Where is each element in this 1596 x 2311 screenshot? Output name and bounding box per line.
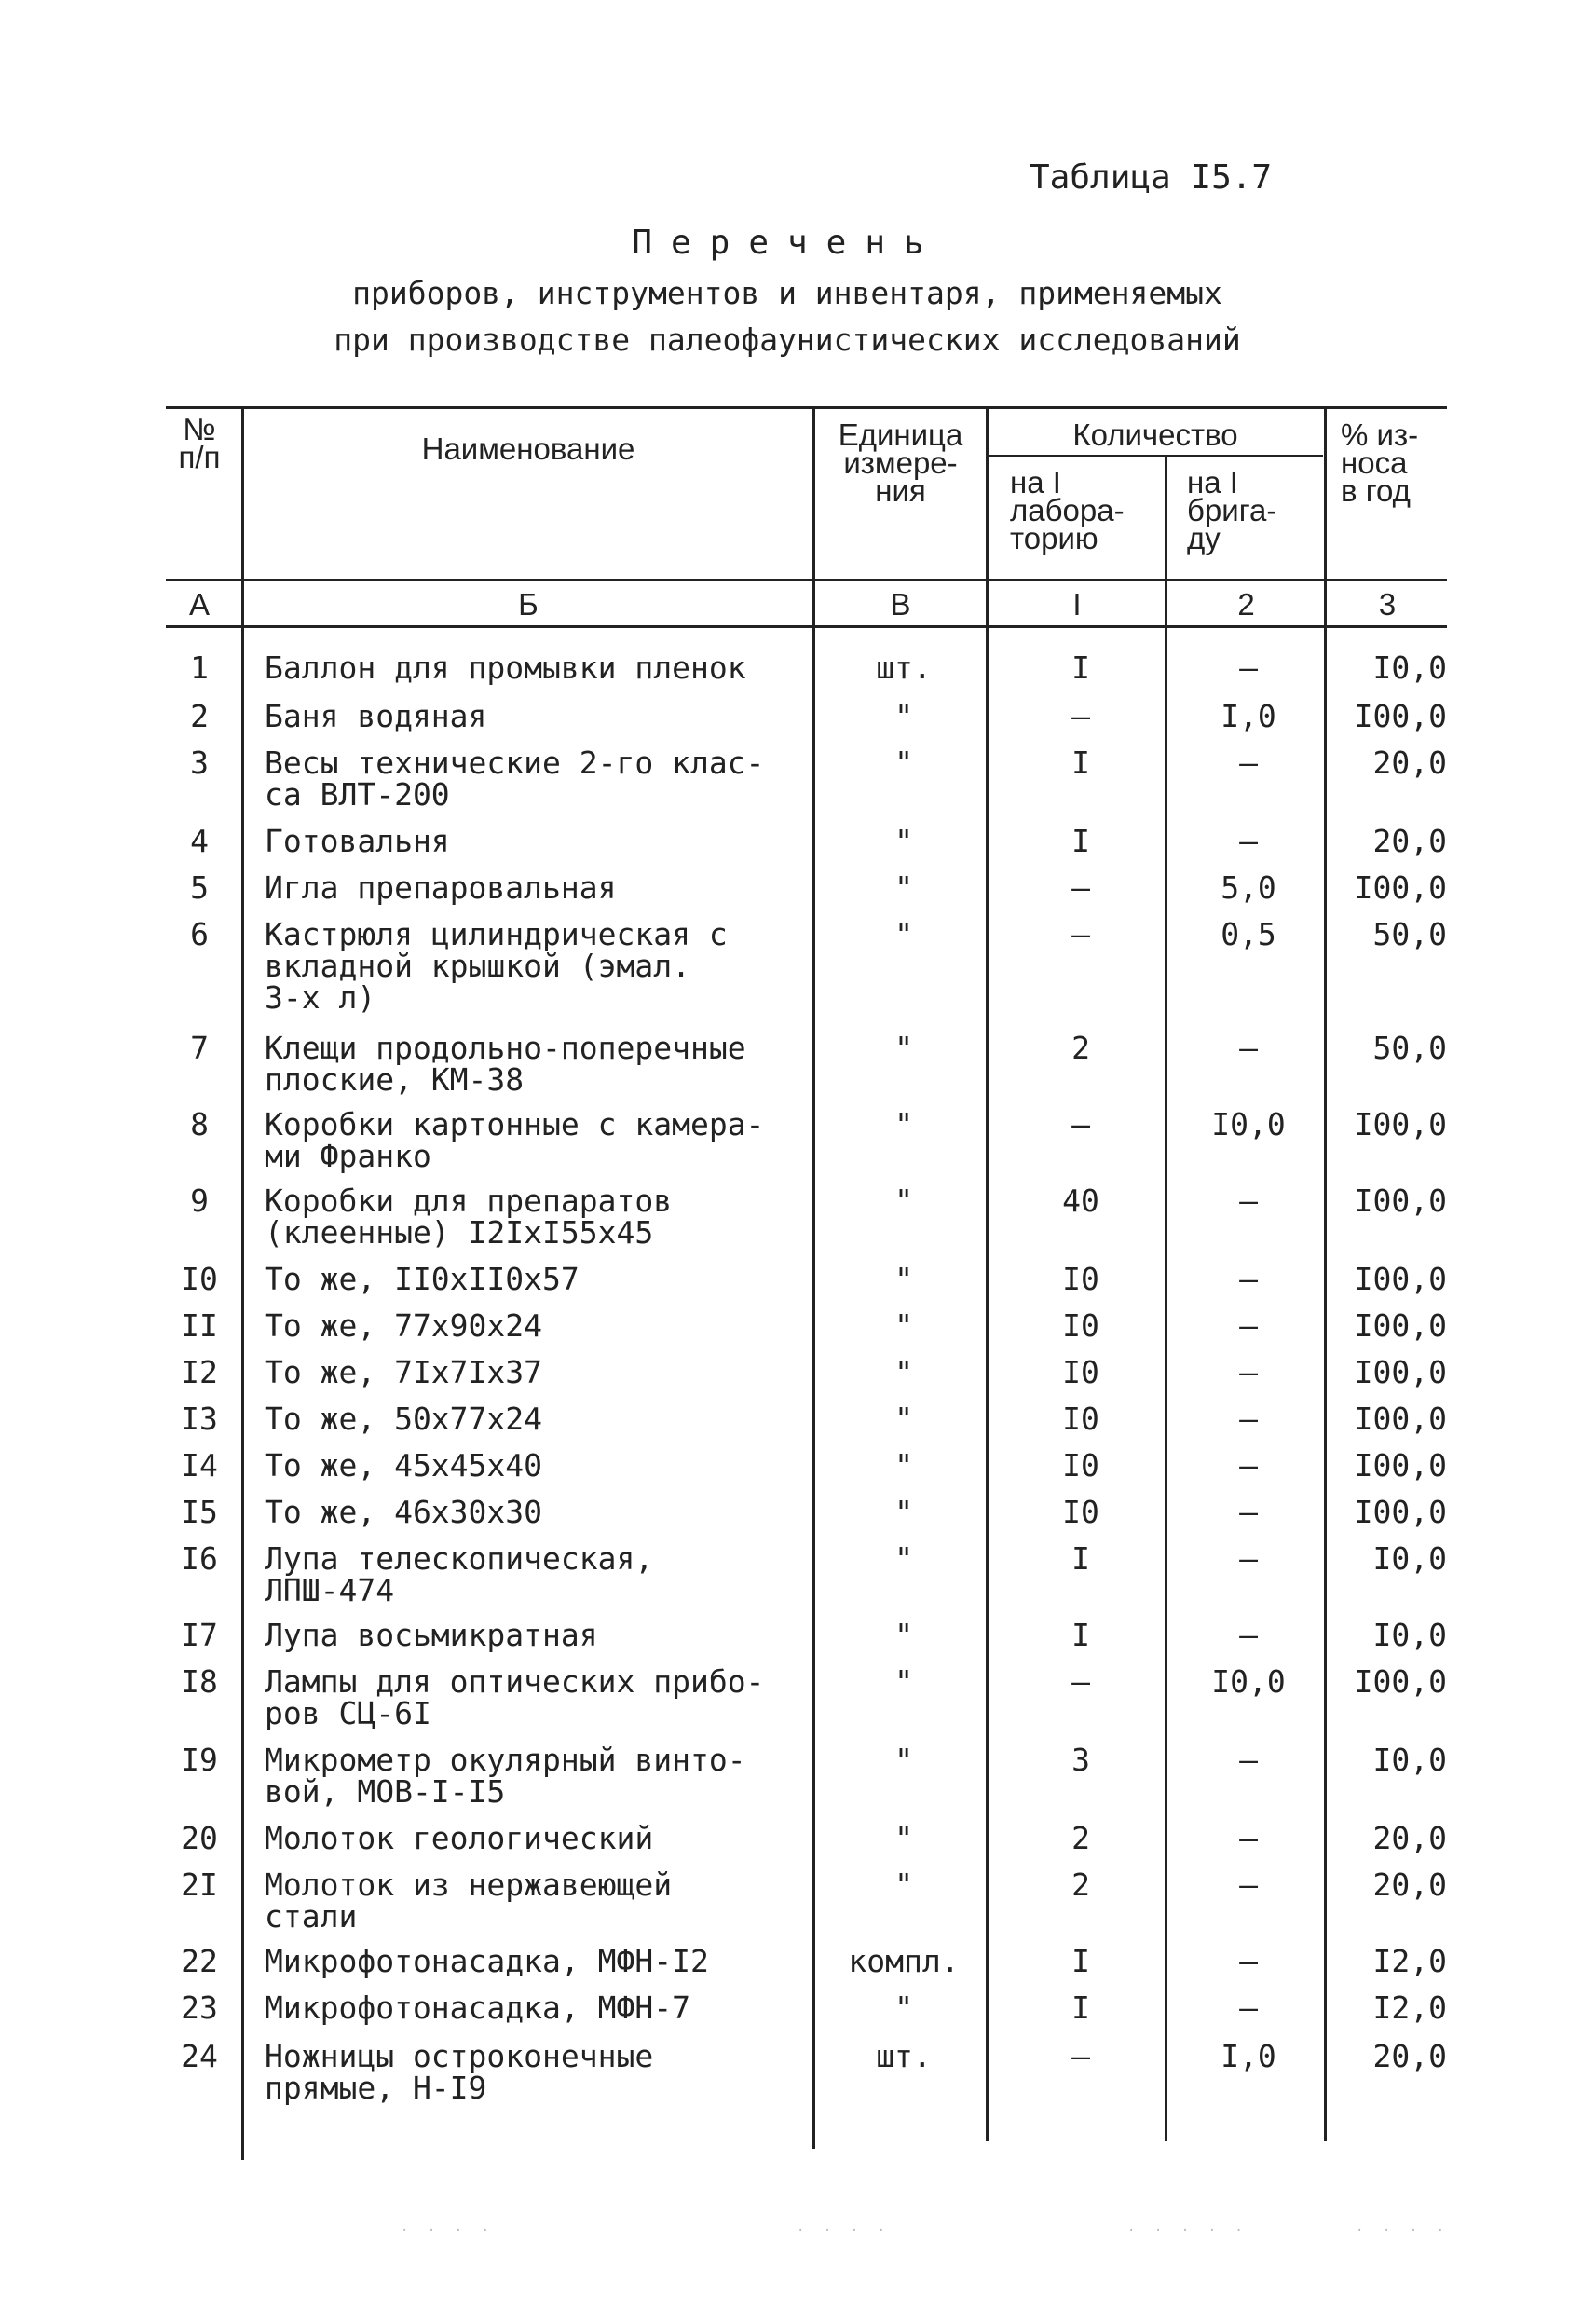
item-name: То же, 7Ix7Ix37	[265, 1354, 543, 1390]
scan-speckle: . . . . .	[1127, 2220, 1248, 2235]
row-number: 5	[190, 869, 209, 906]
item-unit: "	[894, 1183, 913, 1219]
wear-percent: 20,0	[1372, 1867, 1447, 1903]
qty-per-brigade: I0,0	[1211, 1663, 1286, 1700]
item-unit: "	[894, 1494, 913, 1530]
item-name: То же, 77x90x24	[265, 1307, 543, 1344]
header-per-brigade: на I брига- ду	[1187, 465, 1277, 555]
table-caption: Таблица I5.7	[1030, 158, 1273, 197]
row-number: 8	[190, 1106, 209, 1142]
row-number: 22	[181, 1943, 218, 1979]
qty-per-brigade: –	[1239, 1030, 1258, 1066]
item-unit: "	[894, 1401, 913, 1437]
wear-percent: I00,0	[1354, 698, 1447, 734]
colcode-name: Б	[518, 587, 539, 622]
item-name: Микрометр окулярный винто- вой, МОВ-I-I5	[265, 1742, 746, 1810]
item-name: Коробки для препаратов (клеенные) I2IxI55x45	[265, 1183, 673, 1251]
qty-per-lab: 40	[1062, 1183, 1099, 1219]
item-name: То же, 45x45x40	[265, 1447, 543, 1484]
wear-percent: I0,0	[1372, 1742, 1447, 1778]
qty-rule	[988, 455, 1323, 457]
qty-per-lab: I	[1071, 1617, 1090, 1653]
qty-per-brigade: 5,0	[1221, 869, 1276, 906]
qty-per-lab: I0	[1062, 1447, 1099, 1484]
item-unit: шт.	[876, 650, 932, 686]
wear-percent: 20,0	[1372, 823, 1447, 859]
item-name: Весы технические 2-го клас- са ВЛТ-200	[265, 745, 765, 813]
item-unit: "	[894, 869, 913, 906]
qty-per-lab: I	[1071, 1990, 1090, 2026]
item-unit: "	[894, 1617, 913, 1653]
scan-speckle: . . . .	[797, 2220, 892, 2235]
qty-per-brigade: –	[1239, 1617, 1258, 1653]
row-number: 20	[181, 1820, 218, 1856]
qty-per-lab: I	[1071, 650, 1090, 686]
qty-per-brigade: 0,5	[1221, 916, 1276, 952]
document-subtitle-line1: приборов, инструментов и инвентаря, применяемых	[352, 275, 1222, 311]
qty-per-lab: –	[1071, 2038, 1090, 2074]
wear-percent: I00,0	[1354, 1447, 1447, 1484]
qty-per-brigade: I,0	[1221, 698, 1276, 734]
wear-percent: I0,0	[1372, 1540, 1447, 1577]
row-number: I9	[181, 1742, 218, 1778]
qty-per-lab: –	[1071, 869, 1090, 906]
item-unit: "	[894, 1540, 913, 1577]
wear-percent: 50,0	[1372, 916, 1447, 952]
qty-per-brigade: –	[1239, 1867, 1258, 1903]
row-number: I5	[181, 1494, 218, 1530]
qty-per-lab: I0	[1062, 1307, 1099, 1344]
wear-percent: I00,0	[1354, 1106, 1447, 1142]
qty-per-lab: I	[1071, 1943, 1090, 1979]
qty-per-brigade: –	[1239, 1447, 1258, 1484]
item-unit: "	[894, 1663, 913, 1700]
row-number: I6	[181, 1540, 218, 1577]
qty-per-lab: I	[1071, 1540, 1090, 1577]
col-divider-num	[241, 406, 244, 2160]
row-number: 7	[190, 1030, 209, 1066]
row-number: I8	[181, 1663, 218, 1700]
qty-per-brigade: –	[1239, 650, 1258, 686]
item-name: Лупа телескопическая, ЛПШ-474	[265, 1540, 654, 1608]
qty-per-brigade: –	[1239, 745, 1258, 781]
wear-percent: I00,0	[1354, 1183, 1447, 1219]
item-name: Коробки картонные с камера- ми Франко	[265, 1106, 765, 1174]
qty-per-lab: –	[1071, 1663, 1090, 1700]
qty-per-brigade: I0,0	[1211, 1106, 1286, 1142]
item-unit: "	[894, 1030, 913, 1066]
qty-per-lab: 3	[1071, 1742, 1090, 1778]
item-name: Игла препаровальная	[265, 869, 617, 906]
qty-per-lab: I	[1071, 745, 1090, 781]
qty-per-brigade: –	[1239, 1307, 1258, 1344]
qty-per-brigade: –	[1239, 1990, 1258, 2026]
item-name: Лампы для оптических прибо- ров СЦ-6I	[265, 1663, 765, 1731]
item-name: Микрофотонасадка, МФН-I2	[265, 1943, 709, 1979]
wear-percent: I00,0	[1354, 1401, 1447, 1437]
row-number: I4	[181, 1447, 218, 1484]
qty-per-brigade: –	[1239, 1540, 1258, 1577]
qty-per-brigade: –	[1239, 1742, 1258, 1778]
row-number: 2I	[181, 1867, 218, 1903]
qty-per-lab: 2	[1071, 1867, 1090, 1903]
row-number: 23	[181, 1990, 218, 2026]
qty-per-lab: 2	[1071, 1820, 1090, 1856]
qty-per-lab: I0	[1062, 1261, 1099, 1297]
scan-speckle: . . . .	[1356, 2220, 1451, 2235]
colcode-lab: I	[1072, 587, 1082, 622]
scan-speckle: . . . .	[401, 2220, 496, 2235]
row-number: 1	[190, 650, 209, 686]
item-name: То же, 46x30x30	[265, 1494, 543, 1530]
item-name: Лупа восьмикратная	[265, 1617, 598, 1653]
item-unit: "	[894, 1106, 913, 1142]
item-unit: "	[894, 745, 913, 781]
qty-per-brigade: –	[1239, 1494, 1258, 1530]
header-bottom-rule	[166, 579, 1447, 581]
qty-per-brigade: –	[1239, 1261, 1258, 1297]
qty-per-brigade: I,0	[1221, 2038, 1276, 2074]
item-name: Клещи продольно-поперечные плоские, КМ-38	[265, 1030, 746, 1098]
wear-percent: I00,0	[1354, 1307, 1447, 1344]
row-number: II	[181, 1307, 218, 1344]
header-num: № п/п	[178, 412, 221, 474]
item-name: Готовальня	[265, 823, 450, 859]
header-quantity: Количество	[1072, 417, 1238, 452]
wear-percent: 50,0	[1372, 1030, 1447, 1066]
item-unit: компл.	[848, 1943, 960, 1979]
row-number: 9	[190, 1183, 209, 1219]
qty-per-lab: I	[1071, 823, 1090, 859]
qty-per-brigade: –	[1239, 823, 1258, 859]
qty-per-lab: –	[1071, 916, 1090, 952]
qty-per-lab: I0	[1062, 1401, 1099, 1437]
item-name: Баллон для промывки пленок	[265, 650, 746, 686]
row-number: 3	[190, 745, 209, 781]
item-name: Микрофотонасадка, МФН-7	[265, 1990, 690, 2026]
item-unit: "	[894, 1742, 913, 1778]
item-name: Кастрюля цилиндрическая с вкладной крышкой (эмал. 3-х л)	[265, 916, 728, 1016]
wear-percent: 20,0	[1372, 745, 1447, 781]
item-unit: "	[894, 1820, 913, 1856]
row-number: 2	[190, 698, 209, 734]
wear-percent: I0,0	[1372, 1617, 1447, 1653]
header-per-lab: на I лабора- торию	[1010, 465, 1125, 555]
row-number: I0	[181, 1261, 218, 1297]
colcode-unit: В	[890, 587, 911, 622]
colcode-bottom-rule	[166, 625, 1447, 628]
item-unit: "	[894, 916, 913, 952]
item-unit: шт.	[876, 2038, 932, 2074]
header-unit: Единица измере- ния	[838, 417, 963, 508]
item-name: Ножницы остроконечные прямые, Н-I9	[265, 2038, 654, 2106]
header-wear: % из- носа в год	[1341, 417, 1419, 508]
item-unit: "	[894, 823, 913, 859]
qty-per-lab: –	[1071, 698, 1090, 734]
wear-percent: 20,0	[1372, 2038, 1447, 2074]
item-name: Молоток геологический	[265, 1820, 654, 1856]
wear-percent: I2,0	[1372, 1990, 1447, 2026]
qty-per-lab: I0	[1062, 1354, 1099, 1390]
qty-per-lab: I0	[1062, 1494, 1099, 1530]
row-number: I3	[181, 1401, 218, 1437]
row-number: I2	[181, 1354, 218, 1390]
colcode-wear: 3	[1378, 587, 1397, 622]
table-top-rule	[166, 406, 1447, 409]
item-unit: "	[894, 1867, 913, 1903]
item-unit: "	[894, 1990, 913, 2026]
header-name: Наименование	[421, 431, 635, 466]
wear-percent: 20,0	[1372, 1820, 1447, 1856]
qty-per-brigade: –	[1239, 1943, 1258, 1979]
document-subtitle-line2: при производстве палеофаунистических исследований	[334, 321, 1241, 358]
colcode-num: А	[188, 587, 210, 622]
row-number: I7	[181, 1617, 218, 1653]
qty-per-brigade: –	[1239, 1820, 1258, 1856]
qty-per-lab: 2	[1071, 1030, 1090, 1066]
wear-percent: I00,0	[1354, 1494, 1447, 1530]
row-number: 24	[181, 2038, 218, 2074]
item-unit: "	[894, 1447, 913, 1484]
item-unit: "	[894, 1261, 913, 1297]
colcode-brigade: 2	[1237, 587, 1255, 622]
wear-percent: I00,0	[1354, 1354, 1447, 1390]
item-name: То же, II0xII0x57	[265, 1261, 580, 1297]
qty-per-brigade: –	[1239, 1183, 1258, 1219]
item-unit: "	[894, 1354, 913, 1390]
wear-percent: I00,0	[1354, 869, 1447, 906]
qty-per-brigade: –	[1239, 1401, 1258, 1437]
item-name: То же, 50x77x24	[265, 1401, 543, 1437]
qty-per-lab: –	[1071, 1106, 1090, 1142]
wear-percent: I0,0	[1372, 650, 1447, 686]
item-unit: "	[894, 1307, 913, 1344]
qty-per-brigade: –	[1239, 1354, 1258, 1390]
row-number: 6	[190, 916, 209, 952]
item-unit: "	[894, 698, 913, 734]
wear-percent: I00,0	[1354, 1261, 1447, 1297]
item-name: Баня водяная	[265, 698, 487, 734]
row-number: 4	[190, 823, 209, 859]
wear-percent: I2,0	[1372, 1943, 1447, 1979]
document-title: Перечень	[632, 224, 943, 262]
item-name: Молоток из нержавеющей стали	[265, 1867, 673, 1935]
wear-percent: I00,0	[1354, 1663, 1447, 1700]
